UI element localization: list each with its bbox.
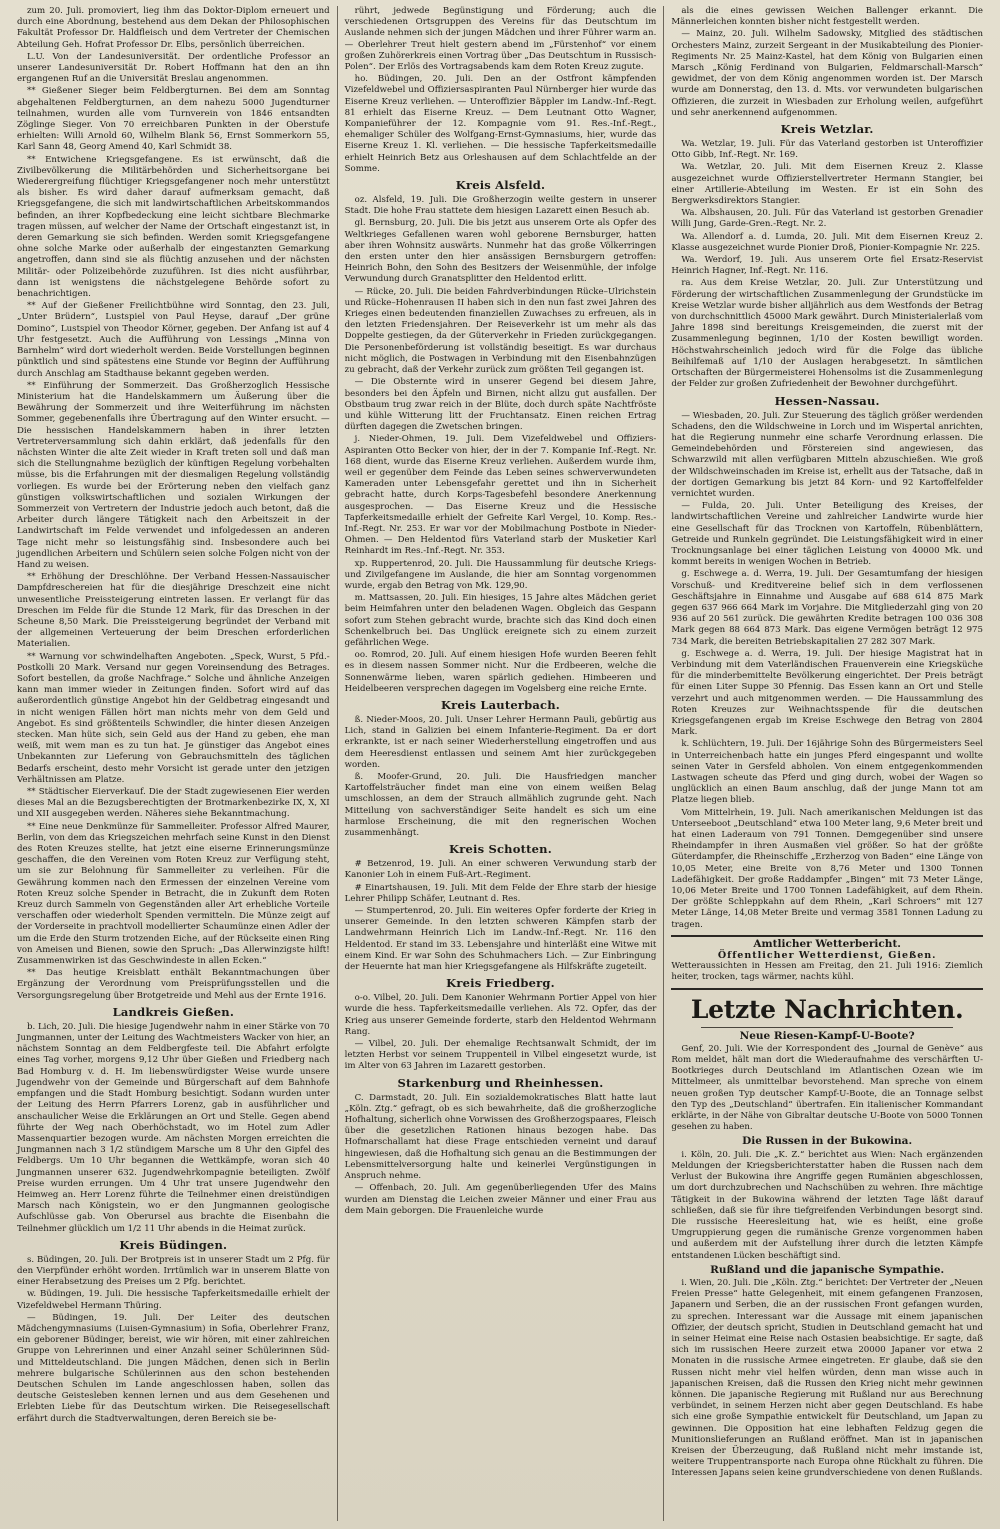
news-item: # Betzenrod, 19. Juli. An einer schweren Verwundung starb der Kanonier Loh in einem Fuß-Art.-Regiment. (344, 859, 657, 881)
news-item: — Die Obsternte wird in unserer Gegend bei diesem Jahre, besonders bei den Äpfeln und Birnen, nicht allzu gut ausfallen. Der Obstbaum trug zwar reich in der Blüte, doch durch späte Nachtfröste und kühle Witterung litt der Fruchtansatz. Einen reichen Ertrag dürften dagegen die Zwetschen bringen. (344, 377, 657, 433)
news-item: i. Köln, 20. Juli. Die „K. Z.“ berichtet aus Wien: Nach ergänzenden Meldungen der Kriegsberichterstatter haben die Russen nach dem Verlust der Bukowina ihre Angriffe gegen Rumänien abgeschlossen, um dort durchzubrechen und Nachschüben zu wehren. Ihre mächtige Tätigkeit in der Bukowina während der letzten Tage läßt darauf schließen, daß sie für ihre tiefgreifenden Verbindungen besorgt sind. Die russische Heeresleitung hat, wie es heißt, eine große Umgruppierung gegen die rumänische Grenze vorgenommen haben und außerdem mit der Aufstellung ihrer durch die letzten Kämpfe entstandenen Lücken beschäftigt sind. (671, 1149, 983, 1261)
news-item: — Fulda, 20. Juli. Unter Beteiligung des Kreises, der landwirtschaftlichen Vereine und zahlreicher Landwirte wurde hier eine Gesellschaft für das Trocknen von Kartoffeln, Rübenblättern, Getreide und Runkeln gegründet. Die Leistungsfähigkeit wird in einer Trocknungsanlage bei einer täglichen Leistung von 40000 Mk. und kommt bereits in wenigen Wochen in Betrieb. (671, 501, 983, 568)
news-item: b. Lich, 20. Juli. Die hiesige Jugendwehr nahm in einer Stärke von 70 Jungmannen, unter der Leitung des Wachtmeisters Wacker von hier, an nächstem Sonntag an dem Feldbergfeste teil. Die Abfahrt erfolgte eines Tag vorher, morgens 9,12 Uhr über Gießen und Friedberg nach Bad Homburg v. d. H. Im liebenswürdigster Weise wurde unsere Jugendwehr von der Gemeinde und Bürgerschaft auf dem Bahnhofe empfangen und die Stadt Homburg besichtigt. Sodann wurden unter der Leitung des Herrn Pfarrers Lorenz, gab in ausführlicher und anschaulicher Weise die Erklärungen an Ort und Stelle. Gegen abend führte der Weg nach Oberhöchstadt, wo im Hotel zum Adler Massenquartier bezogen wurde. Am nächsten Morgen erreichten die Jungmannen nach 3 1/2 stündigem Marsche um 8 Uhr den Gipfel des Feldbergs. Um 10 Uhr begannen die Wettkämpfe, woran sich 40 Jungmannen unserer 632. Jugendwehrkompagnie beteiligten. Zwölf Preise wurden errungen. Um 4 Uhr trat unsere Jugendwehr den Heimweg an. Herr Lorenz führte die Teilnehmer einen dreistündigen Marsch nach Königstein, wo er den Jungmannen geologische Aufschlüsse gab. Von Oberursel aus brachte die Eisenbahn die Teilnehmer glücklich um 1/2 11 Uhr abends in die Heimat zurück. (17, 1021, 330, 1234)
section-heading: Kreis Alsfeld. (455, 178, 546, 193)
news-item: — Mainz, 20. Juli. Wilhelm Sadowsky, Mitglied des städtischen Orchesters Mainz, zurzeit Sergeant in der Musikabteilung des Pionier-Regiments Nr. 25 Mainz-Kastel, hat dem König von Bulgarien einen Marsch „König Ferdinand von Bulgarien, Feldmarschall-Marsch“ gewidmet, der von dem König angenommen worden ist. Der Marsch wurde am Donnerstag, den 13. d. Mts. vor verwundeten bulgarischen Offizieren, die zurzeit in Wiesbaden zur Erholung weilen, aufgeführt und sehr anerkennend aufgenommen. (671, 29, 983, 118)
section-heading: Landkreis Gießen. (112, 1004, 235, 1019)
section-heading: Kreis Wetzlar. (780, 122, 874, 137)
news-item: — Rücke, 20. Juli. Die beiden Fahrdverbindungen Rücke–Ulrichstein und Rücke–Hohenrausen II haben sich in den nun fast zwei Jahren des Krieges einen bedeutenden finanziellen Zuwachses zu erfreuen, als in den letzten Friedensjahren. Der Reiseverkehr ist um mehr als das Doppelte gestiegen, da der Güterverkehr in Frieden zurückgegangen. Die Personenbeförderung ist vollständig beseitigt. Es war durchaus nicht möglich, die Postwagen in Verbindung mit den Eisenbahnzügen zu gebracht, daß der Verkehr zurück zum größten Teil gegangen ist. (344, 286, 657, 376)
news-item: zum 20. Juli. promoviert, lieg ihm das Doktor-Diplom erneuert und durch eine Abordnung, bestehend aus dem Dekan der Philosophischen Fakultät Professor Dr. Haldfleisch und dem Vertreter der Chemischen Abteilung Geh. Hofrat Professor Dr. Elbs, persönlich überreichen. (17, 6, 330, 50)
news-item: ** Das heutige Kreisblatt enthält Bekanntmachungen über Ergänzung der Verordnung vom Preisprüfungsstellen und die Versorgungsregelung über Brotgetreide und Mehl aus der Ernte 1916. (17, 968, 330, 1001)
news-item: C. Darmstadt, 20. Juli. Ein sozialdemokratisches Blatt hatte laut „Köln. Ztg.“ gefragt, ob es sich bewahrheite, daß die großherzogliche Hofhaltung, sicherlich ohne Vorwissen des Großherzogspaares, Fleisch über die gesetzlichen Rationen hinaus bezogen habe. Das Hofmarschallamt hat diese Frage entschieden verneint und darauf hingewiesen, daß die Hofhaltung sich genau an die Bestimmungen der Lebensmittelversorgung halte und keinerlei Vergünstigungen in Anspruch nehme. (344, 1092, 657, 1182)
news-item: — Wiesbaden, 20. Juli. Zur Steuerung des täglich größer werdenden Schadens, den die Wildschweine in Lorch und im Wispertal anrichten, hat die Regierung nunmehr eine scharfe Verordnung erlassen. Die Gemeindebehörden und Förstereien sind angewiesen, das Schwarzwild mit allen verfügbaren Mitteln abzuschießen. Wie groß der Wildschweinschaden im Kreise ist, erhellt aus der Tatsache, daß in der dortigen Gemarkung bis jetzt 84 Korn- und 92 Kartoffelfelder vernichtet wurden. (671, 410, 983, 499)
news-item: m. Mattsassen, 20. Juli. Ein hiesiges, 15 Jahre altes Mädchen geriet beim Heimfahren unter den beladenen Wagen. Obgleich das Gespann sofort zum Stehen gebracht wurde, brachte sich das Kind doch einen Schenkelbruch bei. Das Unglück ereignete sich zu einem zurzeit gefährlichen Wege. (344, 593, 657, 648)
news-item: g. Eschwege a. d. Werra, 19. Juli. Der Gesamtumfang der hiesigen Vorschuß- und Kreditvereine belief sich in dem verflossenen Geschäftsjahre in Einnahme und Ausgabe auf 688 614 875 Mark gegen 637 966 664 Mark im Vorjahre. Die Mitgliederzahl ging von 20 936 auf 20 561 zurück. Die gewährten Kredite betragen 100 036 308 Mark gegen 88 664 873 Mark. Das eigene Vermögen beträgt 12 975 734 Mark, die bereiten Betriebskapitalien 27 282 307 Mark. (671, 569, 983, 647)
news-item: — Büdingen, 19. Juli. Der Leiter des deutschen Mädchengymnasiums (Luisen-Gymnasium) in Sofia, Oberlehrer Franz, ein geborener Büdinger, bereist, wie wir hören, mit einer zahlreichen Gruppe von Lehrerinnen und einer Anzahl seiner Schülerinnen Süd- und Mitteldeutschland. Die jungen Mädchen, denen sich in Berlin mehrere bulgarische Schülerinnen aus den schon bestehenden Deutschen Schulen im Lande angeschlossen haben, sollen das deutsche Geistesleben kennen lernen und aus dem Gesehenen und Erlebten Liebe für das Deutschtum wirken. Die Reisegesellschaft erfährt durch die Stadtverwaltungen, deren Bereich sie be- (17, 1312, 330, 1424)
news-item: ra. Aus dem Kreise Wetzlar, 20. Juli. Zur Unterstützung und Förderung der wirtschaftlichen Zusammenlegung der Grundstücke im Kreise Wetzlar wurde bisher alljährlich aus dem Westfonds der Betrag von durchschnittlich 45000 Mark gewährt. Durch Ministerialerlaß vom Jahre 1898 sind bereitungs Kreisgemeinden, die zuerst mit der Zusammenlegung beginnen, 1/10 der Kosten bewilligt worden. Höchstwahrscheinlich jedoch wird für die Folge das übliche Beihilfemaß auf 1/10 der Auslagen herabgesetzt. In sämtlichen Ortschaften der Bürgermeisterei Hohensolms ist die Zusammenlegung der Felder zur großen Zufriedenheit der Bewohner durchgeführt. (671, 278, 983, 390)
news-item: ** Gießener Sieger beim Feldbergturnen. Bei dem am Sonntag abgehaltenen Feldbergturnen, an dem nahezu 5000 Jugendturner teilnahmen, wurden alle vom Turnverein von 1846 entsandten Zöglinge Sieger. Von 70 erreichbaren Punkten in der Oberstufe erhielten: Willi Arnold 60, Wilhelm Blank 56, Ernst Sommerkorn 55, Karl Sann 48, Georg Amend 40, Karl Schmidt 38. (17, 86, 330, 153)
section-heading: Kreis Schotten. (449, 842, 552, 857)
news-item: gl. Bernsburg, 20. Juli. Die bis jetzt aus unserem Orte als Opfer des Weltkrieges Gefallenen waren wohl geborene Bernsburger, hatten aber ihren Wohnsitz auswärts. Nunmehr hat das große Völkerringen den ersten unter den hier ansässigen Bernsburgern getroffen: Heinrich Bohn, den Sohn des Besitzers der Weisenmühle, der infolge Verwundung durch Granatsplitter den Heldentod erlitt. (344, 218, 657, 285)
news-item: i. Wien, 20. Juli. Die „Köln. Ztg.“ berichtet: Der Vertreter der „Neuen Freien Presse“ hatte Gelegenheit, mit einem gefangenen Franzosen, Japanern und Serben, die an der russischen Front gefangen wurden, zu sprechen. Interessant war die Aussage mit einem japanischen Offizier, der deutsch spricht, Studien in Deutschland gemacht hat und in seiner Heimat eine Reise nach Ostasien beabsichtige. Er sagte, daß sich im russischen Heere zurzeit etwa 20000 Japaner vor etwa 2 Monaten in die russische Armee eingetreten. Er glaube, daß sie den Russen nicht mehr viel helfen würden, denn man wisse auch in japanischen Kreisen, daß die Russen den Krieg nicht mehr gewinnen können. Die japanische Regierung mit Rußland nur aus Berechnung verbündet, in seinem Herzen nicht aber gegen Deutschland. Es habe sich eine große Sympathie entwickelt für Deutschland, um Japan zu gewinnen. Die Opposition hat eine lebhaften Feldzug gegen die Munitionslieferungen an Rußland eröffnet. Man ist in japanischen Kreisen der Überzeugung, daß Rußland nicht mehr imstande ist, weitere Truppentransporte nach Europa ohne Rückhalt zu führen. Die Interessen Japans seien keine grundverschiedene von denen Rußlands. (671, 1277, 983, 1479)
news-item: ** Einführung der Sommerzeit. Das Großherzoglich Hessische Ministerium hat die Handelskammern um Äußerung über die Bewährung der Sommerzeit und ihre Weiterführung im nächsten Sommer, gegebenenfalls ihre Übertragung auf den Winter ersucht. — Die hessischen Handelskammern haben in ihrer letzten Vertreterversammlung sich dahin erklärt, daß jedenfalls für den nächsten Winter die alte Zeit wieder in Kraft treten soll und daß man sich die Stellungnahme bezüglich der künftigen Regelung vorbehalten müsse, bis die Erfahrungen mit der diesmaligen Regelung vollständig vorliegen. Es wurde bei der Erörterung neben den vielfach ganz günstigen volkswirtschaftlichen und sozialen Wirkungen der Sommerzeit von Vertretern der Industrie jedoch auch betont, daß die Arbeiter durch längere Tätigkeit nach den Arbeitszeit in der Landwirtschaft im Felde verwendet und infolgedessen an anderen Tage nicht mehr so leistungsfähig sind. Insbesondere auch bei jugendlichen Arbeitern und Schülern seien solche Folgen nicht von der Hand zu weisen. (17, 380, 330, 570)
news-item: — Offenbach, 20. Juli. Am gegenüberliegenden Ufer des Mains wurden am Dienstag die Leichen zweier Männer und einer Frau aus dem Main geborgen. Die Frauenleiche wurde (344, 1183, 657, 1216)
news-subheading: Die Russen in der Bukowina. (742, 1135, 913, 1148)
news-item: s. Büdingen, 20. Juli. Der Brotpreis ist in unserer Stadt um 2 Pfg. für den Vierpfünder erhöht worden. Irrtümlich war in unserem Blatte von einer Herabsetzung des Preises um 2 Pfg. berichtet. (17, 1254, 330, 1288)
column-left (10, 6, 337, 1521)
news-item: ** Warnung vor schwindelhaften Angeboten. „Speck, Wurst, 5 Pfd.-Postkolli 20 Mark. Versand nur gegen Voreinsendung des Betrages. Sofort bestellen, da große Nachfrage.“ Solche und ähnliche Anzeigen kann man immer wieder in Zeitungen finden. Sofort wird auf das außerordentlich günstige Angebot hin der Geldbetrag eingesandt und in nicht wenigen Fällen hört man nichts mehr von dem Geld und Angebot. Es sind größtenteils Schwindler, die hinter diesen Anzeigen stecken. Man hüte sich, sein Geld aus der Hand zu geben, ehe man weiß, mit wem man es zu tun hat. Je günstiger das Angebot eines Unbekannten zur Lieferung von Gebrauchsmitteln des täglichen Bedarfs erscheint, desto mehr Vorsicht ist gerade unter den jetzigen Verhältnissen am Platze. (17, 651, 330, 785)
news-item: oo. Romrod, 20. Juli. Auf einem hiesigen Hofe wurden Beeren fehlt es in diesem nassen Sommer nicht. Nur die Erdbeeren, welche die Sonnenwärme lieben, waren spärlich gediehen. Himbeeren und Heidelbeeren versprechen dagegen im Vogelsberg eine reiche Ernte. (344, 650, 657, 694)
divider (701, 1027, 953, 1028)
weather-station: Öffentlicher Wetterdienst, Gießen. (717, 950, 937, 962)
news-item: ß. Moofer-Grund, 20. Juli. Die Hausfriedgen mancher Kartoffelsträucher findet man eine von einem weißen Belag umschlossen, an dem der Strauch allmählich zugrunde geht. Nach Mitteilung von sachverständiger Seite handelt es sich um eine harmlose Erscheinung, die mit den regnerischen Wochen zusammenhängt. (344, 772, 657, 839)
news-item: rührt, jedwede Begünstigung und Förderung; auch die verschiedenen Ortsgruppen des Vereins für das Deutschtum im Auslande nehmen sich der jungen Mädchen und ihrer Führer warm an. — Oberlehrer Treut hielt gestern abend im „Fürstenhof“ vor einem großen Zuhörerkreis einen Vortrag über „Das Deutschtum in Russisch-Polen“. Der Erlös des Vortragsabends kam dem Roten Kreuz zugute. (344, 6, 657, 73)
news-item: g. Eschwege a. d. Werra, 19. Juli. Der hiesige Magistrat hat in Verbindung mit dem Vaterländischen Frauenverein eine Kriegsküche für die minderbemittelte Bevölkerung eingerichtet. Der Preis beträgt für einen Liter Suppe 30 Pfennig. Das Essen kann an Ort und Stelle verzehrt und auch mitgenommen werden. — Die Haussammlung des Roten Kreuzes zur Weihnachtsspende für die deutschen Kriegsgefangenen ergab im Kreise Eschwege den Betrag von 2804 Mark. (671, 648, 983, 738)
column-middle (337, 6, 664, 1521)
news-item: — Stumpertenrod, 20. Juli. Ein weiteres Opfer forderte der Krieg in unserer Gemeinde. In den letzten schweren Kämpfen starb der Landwehrmann Heinrich Lich im Landw.-Inf.-Regt. Nr. 116 den Heldentod. Er stand im 33. Lebensjahre und hinterläßt eine Witwe mit einem Kind. Er war Sohn des Schuhmachers Lich. — Zur Einbringung der Heuernte hat man hier Kriegsgefangene als Hilfskräfte zugeteilt. (344, 906, 657, 973)
news-item: Wa. Werdorf, 19. Juli. Aus unserem Orte fiel Ersatz-Reservist Heinrich Hagner, Inf.-Regt. Nr. 116. (671, 255, 983, 277)
section-heading: Starkenburg und Rheinhessen. (397, 1075, 604, 1090)
news-item: Wa. Wetzlar, 19. Juli. Für das Vaterland gestorben ist Unteroffizier Otto Gibb, Inf.-Regt. Nr. 169. (671, 139, 983, 161)
news-item: Wa. Allendorf a. d. Lumda, 20. Juli. Mit dem Eisernen Kreuz 2. Klasse ausgezeichnet wurde Pionier Droß, Pionier-Kompagnie Nr. 225. (671, 231, 983, 253)
news-item: j. Nieder-Ohmen, 19. Juli. Dem Vizefeldwebel und Offiziers-Aspiranten Otto Becker von hier, der in der 7. Kompanie Inf.-Regt. Nr. 168 dient, wurde das Eiserne Kreuz verliehen. Außerdem wurde ihm, weil er gegenüber dem Feinde das Leben seines schwerverwundeten Kameraden unter Lebensgefahr gerettet und ihn in Sicherheit gebracht hatte, durch Korps-Tagesbefehl besondere Anerkennung ausgesprochen. — Das Eiserne Kreuz und die Hessische Tapferkeitsmedaille erhielt der Gefreite Karl Vergel, 10. Komp. Res.-Inf.-Regt. Nr. 253. Er war vor der Mobilmachung Postbote in Nieder-Ohmen. — Den Heldentod fürs Vaterland starb der Musketier Karl Reinhardt im Res.-Inf.-Regt. Nr. 353. (344, 434, 657, 557)
news-item: ** Städtischer Eierverkauf. Die der Stadt zugewiesenen Eier werden dieses Mal an die Bezugsberechtigten der Brotmarkenbezirke IX, X, XI und XII ausgegeben werden. Näheres siehe Bekanntmachung. (17, 787, 330, 820)
news-item: als die eines gewissen Weichen Ballenger erkannt. Die Männerleichen konnten bisher nicht festgestellt werden. (671, 6, 983, 28)
latest-news-headline: Letzte Nachrichten. (690, 994, 964, 1024)
news-item: Wa. Albshausen, 20. Juli. Für das Vaterland ist gestorben Grenadier Willi Jung, Garde-Gren.-Regt. Nr. 2. (671, 208, 983, 230)
news-item: ** Erhöhung der Dreschlöhne. Der Verband Hessen-Nassauischer Dampfdreschereien hat für die diesjährige Dreschzeit eine nicht unwesentliche Preissteigerung eintreten lassen. Er verlangt für das Dreschen im Felde für die Stunde 12 Mark, für das Dreschen in der Scheune 8,50 Mark. Die Preissteigerung begründet der Verband mit der allgemeinen Verteuerung der beim Dreschen erforderlichen Materialien. (17, 572, 330, 650)
weather-text: Wetteraussichten in Hessen am Freitag, den 21. Juli 1916: Ziemlich heiter, trocken, tags wärmer, nachts kühl. (671, 961, 983, 983)
columns (10, 6, 990, 1521)
column-right-body (671, 6, 983, 931)
section-heading: Kreis Friedberg. (446, 976, 555, 991)
news-item: o-o. Vilbel, 20. Juli. Dem Kanonier Wehrmann Portier Appel von hier wurde die hess. Tapferkeitsmedaille verliehen. Als 72. Opfer, das der Krieg aus unserer Gemeinde forderte, starb den Heldentod Wehrmann Rang. (344, 993, 657, 1037)
news-item: L.U. Von der Landesuniversität. Der ordentliche Professor an unserer Landesuniversität Dr. Robert Hoffmann hat den an ihn ergangenen Ruf an die Universität Breslau angenommen. (17, 51, 330, 85)
section-heading: Kreis Büdingen. (119, 1237, 228, 1252)
news-item: oz. Alsfeld, 19. Juli. Die Großherzogin weilte gestern in unserer Stadt. Die hohe Frau stattete dem hiesigen Lazarett einen Besuch ab. (344, 195, 657, 217)
weather-report (671, 935, 983, 990)
weather-title: Amtlicher Wetterbericht. (753, 937, 901, 950)
news-item: ho. Büdingen, 20. Juli. Den an der Ostfront kämpfenden Vizefeldwebel und Offiziersaspiranten Paul Nürnberger hier wurde das Eiserne Kreuz verliehen. — Unteroffizier Bäppler im Landw.-Inf.-Regt. 81 erhielt das Eiserne Kreuz. — Dem Leutnant Otto Wagner, Kompanieführer der 12. Kompagnie vom 91. Res.-Inf.-Regt., ehemaliger Schüler des Wolfgang-Ernst-Gymnasiums, hier, wurde das Eiserne Kreuz 1. Kl. verliehen. — Die hessische Tapferkeitsmedaille erhielt Heinrich Betz aus Orleshausen auf dem Schlachtfelde an der Somme. (344, 74, 657, 174)
column-right (663, 6, 990, 1521)
section-heading: Kreis Lauterbach. (440, 697, 561, 712)
news-item: ** Eine neue Denkmünze für Sammelleiter. Professor Alfred Maurer, Berlin, von dem das Kriegszeichen mehrfach seine Kunst in den Dienst des Roten Kreuzes stellte, hat jetzt eine eiserne Erinnerungsmünze geschaffen, die den Vereinen vom Roten Kreuz zur Verfügung steht, um sie zur Belohnung für Sammelleiter zu verleihen. Für die Gewährung kommen nach den Ermessen der einzelnen Vereine vom Roten Kreuz solche Spender in Betracht, die in Zukunft dem Roten Kreuz durch Sammeln von Gegenständen aller Art erhebliche Vorteile verschaffen oder wiederholt Spenden vermitteln. Die Münze zeigt auf der Vorderseite in prachtvoll modellierter Schaumünze einen Adler der um die Erde den Sturm trotzenden Eiche, auf der Rückseite einen Ring von Ameisen und Bienen, sowie den Spruch: „Das Allerwinzigste hilft! Zusammenwirken ist das Geschwindeste in allen Ecken.“ (17, 821, 330, 967)
news-item: xp. Ruppertenrod, 20. Juli. Die Haussammlung für deutsche Kriegs- und Zivilgefangene im Auslande, die hier am Sonntag vorgenommen wurde, ergab den Betrag von Mk. 129,90. (344, 558, 657, 591)
news-item: Genf, 20. Juli. Wie der Korrespondent des „Journal de Genève“ aus Rom meldet, hält man dort die Wiederaufnahme des verschärften U-Bootkrieges durch Deutschland im Atlantischen Ozean wie im Mittelmeer, als unmittelbar bevorstehend. Man spreche von einem neuen großen Typ deutscher Kampf-U-Boote, die an Tonnage selbst den Typ des „Deutschland“ übertrafen. Ein italienischer Kommandant erklärte, in der Nähe von Gibraltar deutsche U-Boote von 5000 Tonnen gesehen zu haben. (671, 1043, 983, 1133)
news-item: # Einartshausen, 19. Juli. Mit dem Felde der Ehre starb der hiesige Lehrer Philipp Schäfer, Leutnant d. Res. (344, 882, 657, 904)
latest-news-body (671, 1031, 983, 1480)
news-subheading: Neue Riesen-Kampf-U-Boote? (739, 1029, 915, 1042)
news-item: ** Auf der Gießener Freilichtbühne wird Sonntag, den 23. Juli, „Unter Brüdern“, Lustspiel von Paul Heyse, darauf „Der grüne Domino“, Lustspiel von Theodor Körner, gegeben. Der Anfang ist auf 4 Uhr festgesetzt. Auch die Aufführung von Lessings „Minna von Barnhelm“ wird dort wiederholt werden. Beide Vorstellungen beginnen pünktlich und sind spätestens eine Stunde vor Beginn der Aufführung durch Anschlag am Stadthause bekannt gegeben werden. (17, 301, 330, 379)
news-item: w. Büdingen, 19. Juli. Die hessische Tapferkeitsmedaille erhielt der Vizefeldwebel Hermann Thüring. (17, 1289, 330, 1311)
news-item: Wa. Wetzlar, 20. Juli. Mit dem Eisernen Kreuz 2. Klasse ausgezeichnet wurde Offizierstellvertreter Hermann Stangier, bei einer Artillerie-Abteilung im Westen. Er ist ein Sohn des Bergwerksdirektors Stangier. (671, 162, 983, 207)
news-item: k. Schlüchtern, 19. Juli. Der 16jährige Sohn des Bürgermeisters Seel in Unterreichenbach hatte ein junges Pferd eingespannt und wollte seinen Vater in Gersfeld abholen. Von einem entgegenkommenden Lastwagen scheute das Pferd und ging durch, wobei der Wagen so unglücklich an einen Baum anschlug, daß der junge Mann tot am Platze liegen blieb. (671, 739, 983, 806)
news-item: ** Entwichene Kriegsgefangene. Es ist erwünscht, daß die Zivilbevölkerung die Militärbehörden und Sicherheitsorgane bei Wiederergreifung flüchtiger Kriegsgefangener noch mehr unterstützt als bisher. Es wird daher darauf aufmerksam gemacht, daß Kriegsgefangene, die sich mit landwirtschaftlichen Arbeitskommandos befinden, an ihrer Kopfbedeckung eine leicht sichtbare Blechmarke tragen müssen, auf welcher der Name der Ortschaft eingestanzt ist, in deren Gemarkung sie sich befinden. Werden somit Kriegsgefangene ohne solche Marke oder außerhalb der eingestanzten Gemarkung angetroffen, dann sind sie als flüchtig anzusehen und der nächsten Militär- oder Polizeibehörde zuzuführen. Ist dies nicht ausführbar, dann ist wenigstens die nächstgelegene Behörde sofort zu benachrichtigen. (17, 154, 330, 300)
news-item: — Vilbel, 20. Juli. Der ehemalige Rechtsanwalt Schmidt, der im letzten Herbst vor seinem Truppenteil in Vilbel eingesetzt wurde, ist im Alter von 63 Jahren im Lazarett gestorben. (344, 1039, 657, 1072)
news-item: Vom Mittelrhein, 19. Juli. Nach amerikanischen Meldungen ist das Unterseeboot „Deutschland“ etwa 100 Meter lang, 9,6 Meter breit und hat einen Laderaum von 791 Tonnen. Demgegenüber sind unsere Rheindampfer in ihren Ausmaßen viel größer. So hat der größte Güterdampfer, die Rheinschiffe „Erzherzog von Baden“ eine Länge von 10,05 Meter, eine Breite von 8,76 Meter und 1300 Tonnen Ladefähigkeit. Der große Raddampfer „Bingen“ mit 73 Meter Länge, 10,06 Meter Breite und 1700 Tonnen Ladefähigkeit, auf dem Rhein. Der größte Schleppkahn auf dem Rhein, „Karl Schroers“ mit 127 Meter Länge, 14,08 Meter Breite und vermag 3581 Tonnen Ladung zu tragen. (671, 807, 983, 930)
news-subheading: Rußland und die japanische Sympathie. (710, 1263, 945, 1276)
section-heading: Hessen-Nassau. (774, 393, 880, 408)
news-item: ß. Nieder-Moos, 20. Juli. Unser Lehrer Hermann Pauli, gebürtig aus Lich, stand in Galizien bei einem Infanterie-Regiment. Da er dort erkrankte, ist er nach seiner Wiederherstellung eingetroffen und aus dem Heeresdienst entlassen und seinem Amt hier zurückgegeben worden. (344, 714, 657, 770)
